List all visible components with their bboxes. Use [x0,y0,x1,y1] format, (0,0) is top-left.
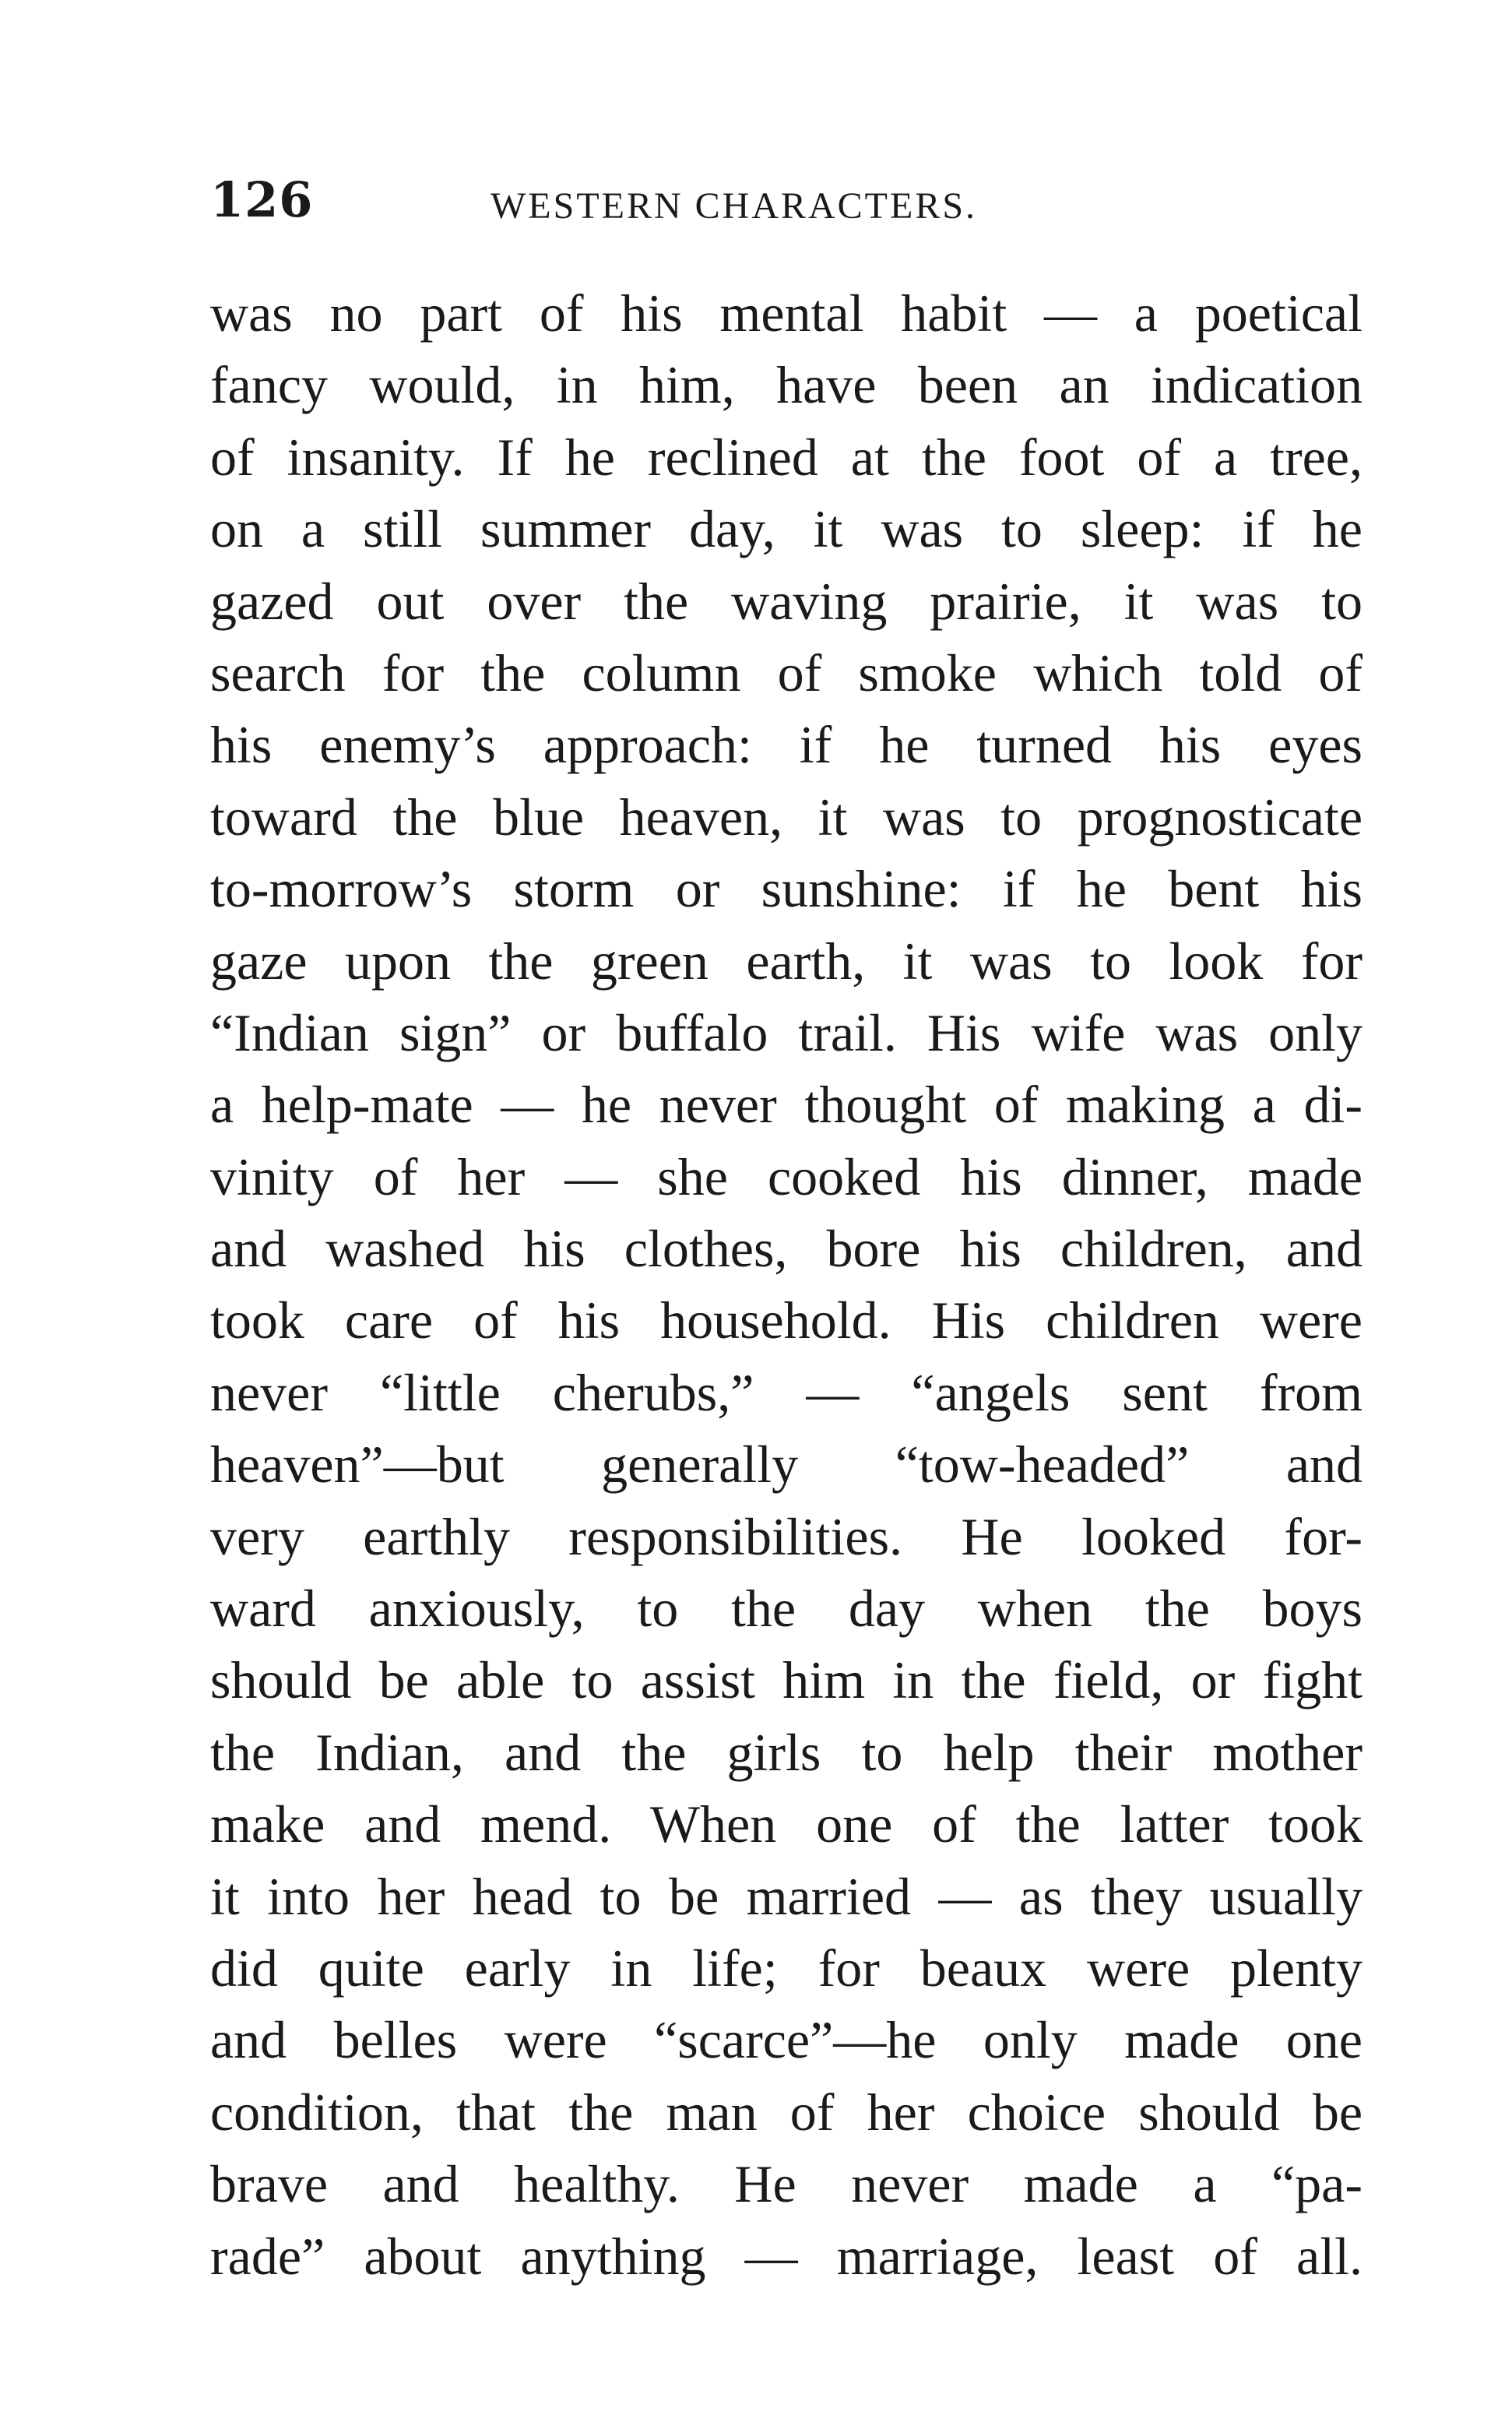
text-line: make and mend. When one of the latter took [210,1794,1363,1854]
text-line: toward the blue heaven, it was to prognosticate [210,787,1363,847]
body-text [210,277,1363,2292]
text-line: vinity of her — she cooked his dinner, made [210,1146,1363,1206]
text-line: was no part of his mental habit — a poetical [210,283,1363,343]
text-line: should be able to assist him in the field, or fight [210,1650,1363,1710]
text-line: to-morrow’s storm or sunshine: if he bent his [210,859,1363,919]
page-number: 126 [210,171,314,228]
page-header [210,165,1363,235]
text-line: and washed his clothes, bore his children, and [210,1219,1363,1279]
text-line: search for the column of smoke which told of [210,643,1363,702]
text-line: rade” about anything — marriage, least of all. [210,2226,1363,2286]
text-line: brave and healthy. He never made a “pa- [210,2154,1363,2214]
text-line: and belles were “scarce”—he only made one [210,2010,1363,2070]
text-line: ward anxiously, to the day when the boys [210,1579,1363,1639]
text-line: it into her head to be married — as they usually [210,1866,1363,1926]
text-line: a help-mate — he never thought of making a di- [210,1075,1363,1135]
text-line: “Indian sign” or buffalo trail. His wife was only [210,1002,1363,1062]
text-line: his enemy’s approach: if he turned his eyes [210,715,1363,775]
text-line: very earthly responsibilities. He looked for- [210,1506,1363,1566]
text-line: fancy would, in him, have been an indication [210,355,1363,415]
text-line: of insanity. If he reclined at the foot of a tree, [210,427,1363,487]
text-line: on a still summer day, it was to sleep: if he [210,499,1363,559]
text-line: did quite early in life; for beaux were plenty [210,1938,1363,1998]
text-line: gazed out over the waving prairie, it was to [210,571,1363,631]
text-line: condition, that the man of her choice should be [210,2082,1363,2142]
text-line: gaze upon the green earth, it was to look for [210,931,1363,991]
running-head: WESTERN CHARACTERS. [491,185,978,227]
text-line: never “little cherubs,” — “angels sent from [210,1362,1363,1422]
text-line: took care of his household. His children were [210,1290,1363,1350]
text-line: heaven”—but generally “tow-headed” and [210,1435,1363,1495]
text-line: the Indian, and the girls to help their mother [210,1722,1363,1782]
